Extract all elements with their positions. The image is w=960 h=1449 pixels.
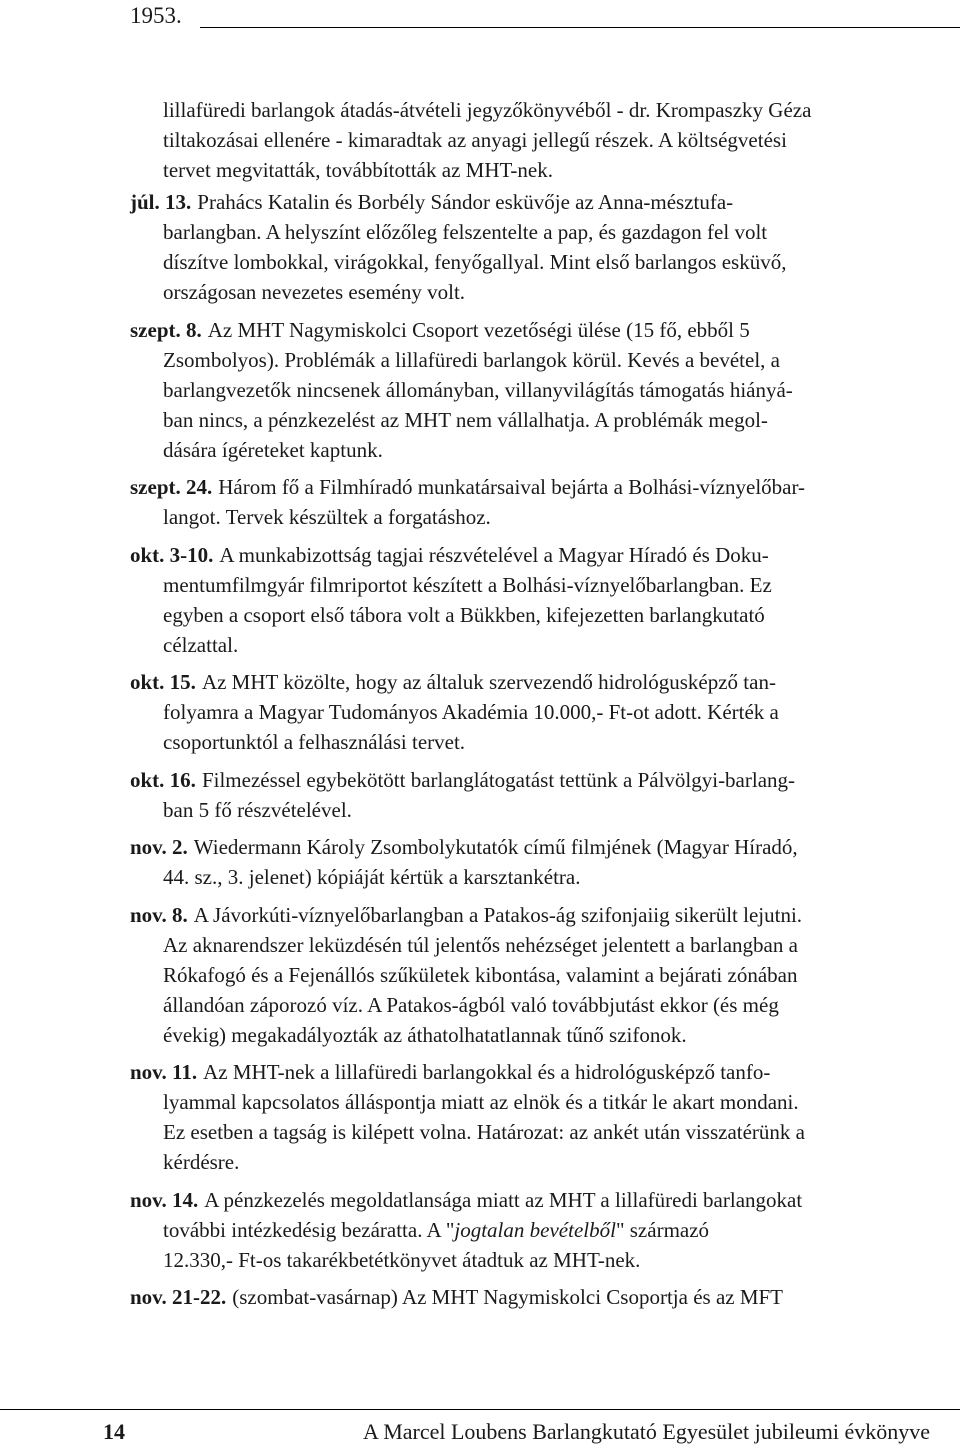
entry-line (163, 1215, 945, 1245)
chronology-entry (130, 540, 945, 660)
entry-first-line: Filmezéssel egybekötött barlanglátogatást tettünk a Pálvölgyi-barlang- (201, 767, 796, 792)
entry-first-line: Prahács Katalin és Borbély Sándor esküvője az Anna-mésztufa- (197, 190, 734, 214)
entry-line: Rókafogó és a Fejenállós szűkületek kibontása, valamint a bejárati zónában (163, 962, 798, 987)
entry-first-line: A munkabizottság tagjai részvételével a Magyar Híradó és Doku- (219, 542, 769, 567)
intro-line: tiltakozásai ellenére - kimaradtak az anyagi jellegű részek. A költségvetési (163, 128, 787, 152)
entry-date: nov. 21-22. (130, 1285, 227, 1309)
entry-date: okt. 15. (130, 670, 196, 694)
entry-text (163, 1282, 945, 1312)
entry-date: okt. 16. (130, 767, 196, 792)
footer-rule (0, 1409, 960, 1410)
intro-line: lillafüredi barlangok átadás-átvételi jegyzőkönyvéből - dr. Krompaszky Géza (163, 98, 812, 122)
entry-text (163, 900, 945, 1050)
entry-text (163, 1185, 945, 1275)
entry-text (163, 315, 945, 465)
intro-line: tervet megvitatták, továbbították az MHT-nek. (163, 158, 553, 182)
entry-date: okt. 3-10. (130, 542, 214, 567)
chronology-entry (130, 1282, 945, 1312)
entry-first-line: Wiedermann Károly Zsombolykutatók című filmjének (Magyar Híradó, (193, 835, 798, 859)
entry-first-line: (szombat-vasárnap) Az MHT Nagymiskolci Csoportja és az MFT (232, 1285, 784, 1309)
entry-date: nov. 2. (130, 835, 188, 859)
entry-line: kérdésre. (163, 1150, 240, 1174)
entry-date: nov. 14. (130, 1187, 199, 1212)
entry-line: barlangban. A helyszínt előzőleg felszentelte a pap, és gazdagon fel volt (163, 220, 768, 244)
entry-line: barlangvezetők nincsenek állományban, villanyvilágítás támogatás hiányá- (163, 377, 793, 402)
entry-text (163, 472, 945, 532)
chronology-entry (130, 765, 945, 825)
page-number: 14 (103, 1419, 125, 1444)
entry-line: Az aknarendszer leküzdésén túl jelentős nehézséget jelentett a barlangban a (163, 932, 798, 957)
chronology-entry (130, 315, 945, 465)
entry-text (163, 832, 945, 892)
entry-line: Ez esetben a tagság is kilépett volna. Határozat: az ankét után visszatérünk a (163, 1120, 805, 1144)
entry-line: 12.330,- Ft-os takarékbetétkönyvet átadtuk az MHT-nek. (163, 1247, 641, 1272)
header-rule (200, 27, 960, 28)
entry-first-line: A pénzkezelés megoldatlansága miatt az MHT a lillafüredi barlangokat (204, 1187, 803, 1212)
entry-line: lyammal kapcsolatos álláspontja miatt az elnök és a titkár le akart mondani. (163, 1090, 799, 1114)
entry-line: ban 5 fő részvételével. (163, 797, 352, 822)
entry-first-line: Az MHT Nagymiskolci Csoport vezetőségi ülése (15 fő, ebből 5 (207, 317, 750, 342)
entry-line: dására ígéreteket kaptunk. (163, 437, 383, 462)
entry-line: országosan nevezetes esemény volt. (163, 280, 466, 304)
chronology-entries (130, 187, 945, 1320)
chronology-entry (130, 472, 945, 532)
quoted-phrase: jogtalan bevételből (454, 1217, 616, 1242)
entry-date: szept. 24. (130, 475, 213, 499)
entry-line: ban nincs, a pénzkezelést az MHT nem vállalhatja. A problémák megol- (163, 407, 768, 432)
entry-line: díszítve lombokkal, virágokkal, fenyőgallyal. Mint első barlangos esküvő, (163, 250, 787, 274)
entry-date: nov. 8. (130, 902, 188, 927)
entry-date: szept. 8. (130, 317, 202, 342)
entry-line: 44. sz., 3. jelenet) kópiáját kértük a karsztankétra. (163, 865, 581, 889)
entry-text (163, 1057, 945, 1177)
entry-line: célzattal. (163, 632, 239, 657)
entry-text (163, 765, 945, 825)
entry-first-line: Az MHT közölte, hogy az általuk szervezendő hidrológusképző tan- (201, 670, 776, 694)
entry-line: langot. Tervek készültek a forgatáshoz. (163, 505, 491, 529)
entry-line: egyben a csoport első tábora volt a Bükkben, kifejezetten barlangkutató (163, 602, 765, 627)
entry-line: folyamra a Magyar Tudományos Akadémia 10.000,- Ft-ot adott. Kérték a (163, 700, 779, 724)
chronology-entry (130, 832, 945, 892)
entry-line: mentumfilmgyár filmriportot készített a Bolhási-víznyelőbarlangban. Ez (163, 572, 772, 597)
entry-date: nov. 11. (130, 1060, 198, 1084)
chronology-entry (130, 1057, 945, 1177)
entry-line-start: további intézkedésig bezáratta. A " (163, 1217, 455, 1242)
entry-text (163, 540, 945, 660)
entry-first-line: Három fő a Filmhíradó munkatársaival bejárta a Bolhási-víznyelőbar- (218, 475, 806, 499)
entry-line: állandóan záporozó víz. A Patakos-ágból való továbbjutást ekkor (és még (163, 992, 779, 1017)
entry-first-line: Az MHT-nek a lillafüredi barlangokkal és a hidrológusképző tanfo- (203, 1060, 771, 1084)
entry-text (163, 667, 945, 757)
entry-first-line: A Jávorkúti-víznyelőbarlangban a Patakos-ág szifonjaiig sikerült lejutni. (193, 902, 803, 927)
intro-paragraph (163, 95, 943, 185)
book-title: A Marcel Loubens Barlangkutató Egyesület jubileumi évkönyve (363, 1419, 930, 1444)
chronology-entry (130, 900, 945, 1050)
chronology-entry (130, 667, 945, 757)
chronology-entry (130, 1185, 945, 1275)
entry-line: csoportunktól a felhasználási tervet. (163, 730, 466, 754)
entry-text (163, 187, 945, 307)
year-header: 1953. (130, 3, 182, 28)
entry-line-end: " származó (615, 1217, 710, 1242)
entry-line: Zsombolyos). Problémák a lillafüredi barlangok körül. Kevés a bevétel, a (163, 347, 780, 372)
entry-line: évekig) megakadályozták az áthatolhatatlannak tűnő szifonok. (163, 1022, 687, 1047)
chronology-entry (130, 187, 945, 307)
entry-date: júl. 13. (130, 190, 192, 214)
